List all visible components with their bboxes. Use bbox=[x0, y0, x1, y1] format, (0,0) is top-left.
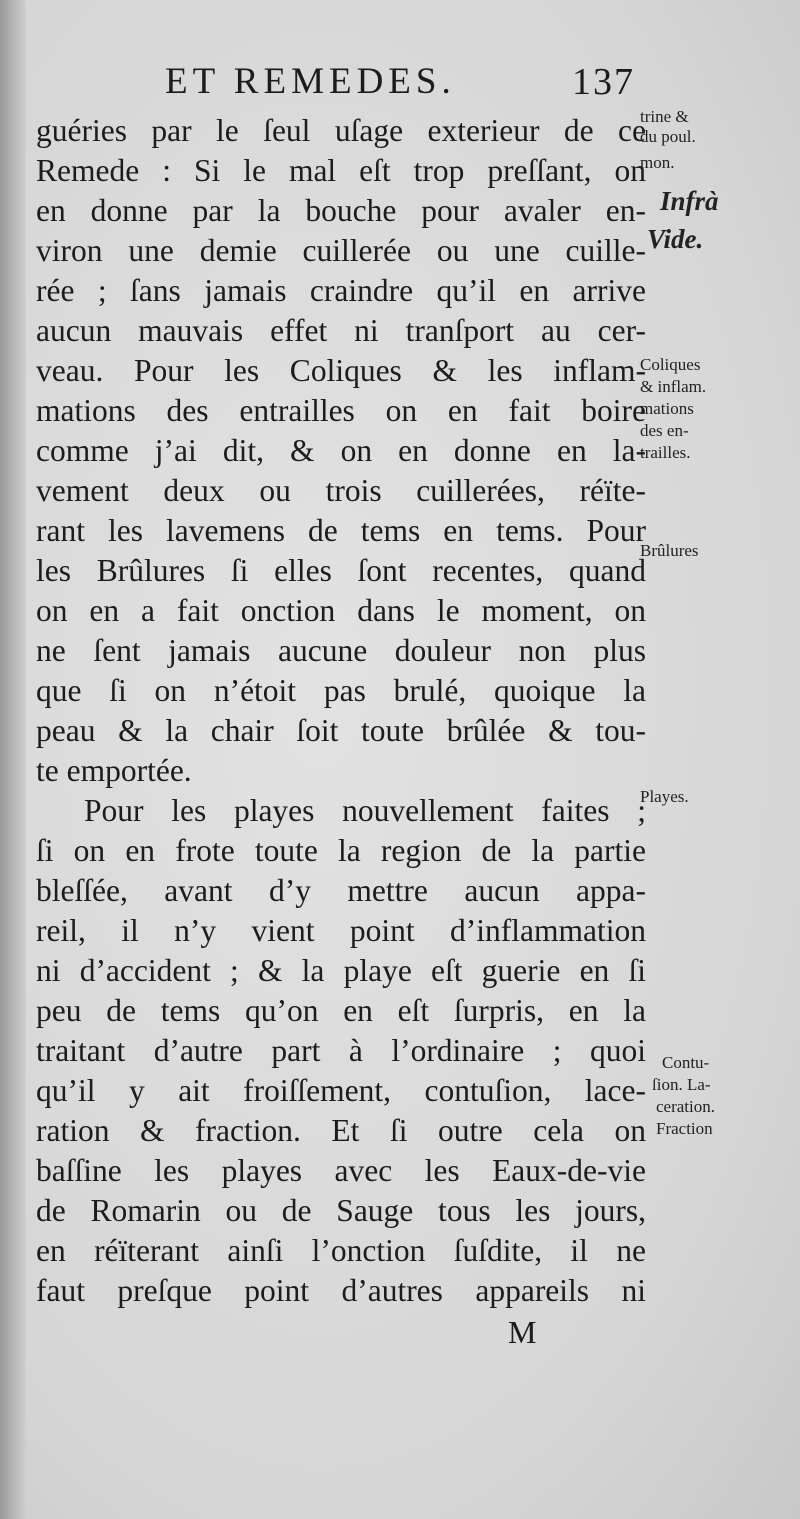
text-line: veau. Pour les Coliques & les inflam- bbox=[36, 353, 646, 388]
text-line: guéries par le ſeul uſage exterieur de ce bbox=[36, 113, 646, 148]
margin-note: trine & bbox=[640, 107, 689, 126]
margin-note: Fraction bbox=[656, 1119, 713, 1138]
margin-note: ſion. La- bbox=[652, 1075, 711, 1094]
text-line: peau & la chair ſoit toute brûlée & tou- bbox=[36, 713, 646, 748]
margin-note: du poul. bbox=[640, 127, 696, 146]
text-line: ſi on en frote toute la region de la partie bbox=[36, 833, 646, 868]
text-line: peu de tems qu’on en eſt ſurpris, en la bbox=[36, 993, 646, 1028]
margin-note: mon. bbox=[640, 153, 675, 172]
text-line: rée ; ſans jamais craindre qu’il en arrive bbox=[36, 273, 646, 308]
margin-note: Brûlures bbox=[640, 541, 699, 560]
text-line: bleſſée, avant d’y mettre aucun appa- bbox=[36, 873, 646, 908]
text-line: en réïterant ainſi l’onction ſuſdite, il ne bbox=[36, 1233, 646, 1268]
text-line: vement deux ou trois cuillerées, réïte- bbox=[36, 473, 646, 508]
page-number: 137 bbox=[572, 61, 635, 103]
text-line: qu’il y ait froiſſement, contuſion, lace- bbox=[36, 1073, 646, 1108]
text-line: les Brûlures ſi elles ſont recentes, quand bbox=[36, 553, 646, 588]
margin-note: & inflam. bbox=[640, 377, 707, 396]
text-line: viron une demie cuillerée ou une cuille- bbox=[36, 233, 646, 268]
text-line: de Romarin ou de Sauge tous les jours, bbox=[36, 1193, 646, 1228]
text-line: faut preſque point d’autres appareils ni bbox=[36, 1273, 646, 1308]
catchword: M bbox=[508, 1314, 537, 1350]
text-line: mations des entrailles on en fait boire bbox=[36, 393, 646, 428]
text-line: Remede : Si le mal eſt trop preſſant, on bbox=[36, 153, 646, 188]
text-line: ne ſent jamais aucune douleur non plus bbox=[36, 633, 646, 668]
margin-note: Vide. bbox=[647, 224, 704, 254]
margin-note: Coliques bbox=[640, 355, 701, 374]
text-line: en donne par la bouche pour avaler en- bbox=[36, 193, 646, 228]
text-line: baſſine les playes avec les Eaux-de-vie bbox=[36, 1153, 646, 1188]
text-line: comme j’ai dit, & on en donne en la- bbox=[36, 433, 646, 468]
text-line: rant les lavemens de tems en tems. Pour bbox=[36, 513, 646, 548]
page-gutter bbox=[0, 0, 26, 1519]
text-line: que ſi on n’étoit pas brulé, quoique la bbox=[36, 673, 646, 708]
text-line: reil, il n’y vient point d’inflammation bbox=[36, 913, 646, 948]
margin-note: des en- bbox=[640, 421, 689, 440]
margin-note: Contu- bbox=[662, 1053, 710, 1072]
margin-note: trailles. bbox=[640, 443, 691, 462]
margin-note: Infrà bbox=[660, 186, 719, 216]
text-line: Pour les playes nouvellement faites ; bbox=[84, 793, 646, 828]
running-title: ET REMEDES. bbox=[165, 61, 456, 102]
text-line: ni d’accident ; & la playe eſt guerie en ſi bbox=[36, 953, 646, 988]
text-line: ration & fraction. Et ſi outre cela on bbox=[36, 1113, 646, 1148]
text-line: te emportée. bbox=[36, 753, 192, 788]
text-line: on en a fait onction dans le moment, on bbox=[36, 593, 646, 628]
text-line: traitant d’autre part à l’ordinaire ; quoi bbox=[36, 1033, 646, 1068]
page-header bbox=[165, 60, 635, 110]
text-line: aucun mauvais effet ni tranſport au cer- bbox=[36, 313, 646, 348]
margin-note: ceration. bbox=[656, 1097, 715, 1116]
margin-note: mations bbox=[640, 399, 694, 418]
margin-note: Playes. bbox=[640, 787, 689, 806]
